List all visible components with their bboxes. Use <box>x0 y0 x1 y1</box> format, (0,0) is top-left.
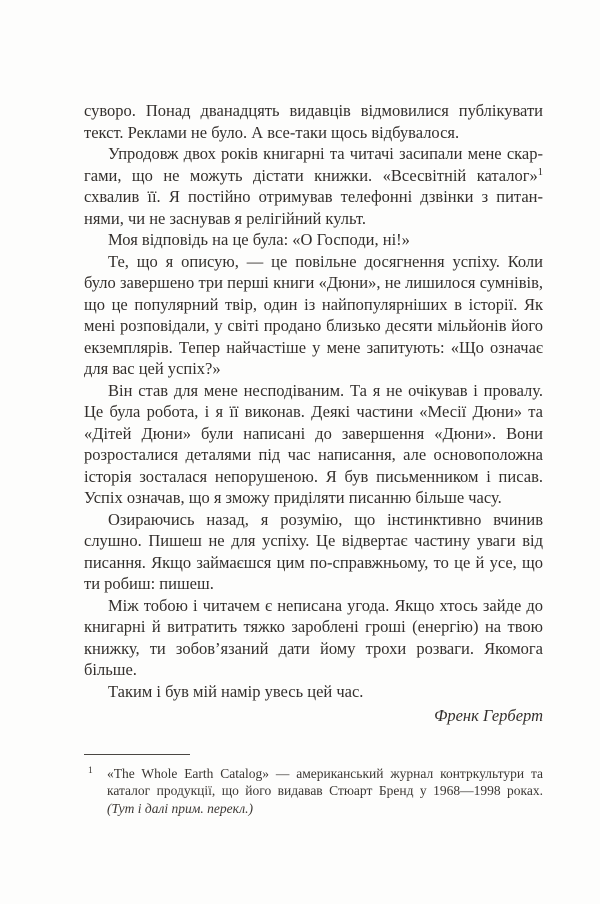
footnote-section <box>84 754 543 818</box>
preface-paragraph: суворо. Понад дванадцять видавців відмовилися публікувати текст. Реклами не було. А все-таки щось відбувалося. <box>84 101 543 142</box>
preface-paragraph: Між тобою і читачем є неписана угода. Якщо хтось зайде до книгарні й витратить тяжко зароблені гроші (енергію) на твою книжку, ти зобов’язаний дати йому трохи розваги. Якомога більше. <box>84 595 543 679</box>
preface-paragraph: Моя відповідь на це була: «О Господи, ні!» <box>108 230 410 249</box>
preface-paragraph: Він став для мене несподіваним. Та я не очікував і провалу. Це була робота, і я її виконав. Деякі частини «Месії Дюни» та «Дітей Дюни» були написані до завершення «Дюни». Вони розросталися деталями під час написання, але основоположна історія зосталася непорушеною. Я був письменником і писав. Успіх означав, що я зможу приділяти писанню більше часу. <box>84 380 543 507</box>
preface-paragraph: Таким і був мій намір увесь цей час. <box>108 681 364 701</box>
author-signature: Френк Герберт <box>434 706 543 725</box>
footnote-marker: 1 <box>88 765 93 776</box>
preface-paragraph <box>84 143 543 229</box>
footnote <box>84 765 543 818</box>
footnote-divider <box>84 754 190 755</box>
translator-note: (Тут і далі прим. перекл.) <box>107 800 253 816</box>
footnote-text: «The Whole Earth Catalog» — американський журнал контркультури та каталог продукції, що його видавав Стюарт Бренд у 1968—1998 роках. <box>107 765 543 798</box>
footnote-reference: 1 <box>537 167 543 178</box>
preface-paragraph: Те, що я описую, — це повільне досягнення успіху. Коли було завершено три перші книги «Дюни», не лишилося сумнівів, що це популярний твір, один із найпопулярніших в історії. Як мені розповідали, у світі продано близько десяти мільйонів його екземплярів. Тепер найчастіше у мене запитують: «Що означає для вас цей успіх?» <box>84 251 543 378</box>
preface-paragraph: Озираючись назад, я розумію, що інстинктивно вчинив слушно. Пишеш не для успіху. Це відвертає частину уваги від писання. Якщо займаєшся цим по-справжньому, то це й усе, що ти робиш: пишеш. <box>84 509 543 593</box>
preface-body <box>84 100 543 817</box>
paragraph-text: Упродовж двох років книгарні та читачі засипали мене скаргами, що не можуть дістати книжки. «Всесвітній каталог» <box>84 144 543 185</box>
paragraph-text: схвалив її. Я постійно отримував телефонні дзвінки з питаннями, чи не заснував я релігійний культ. <box>84 187 543 228</box>
